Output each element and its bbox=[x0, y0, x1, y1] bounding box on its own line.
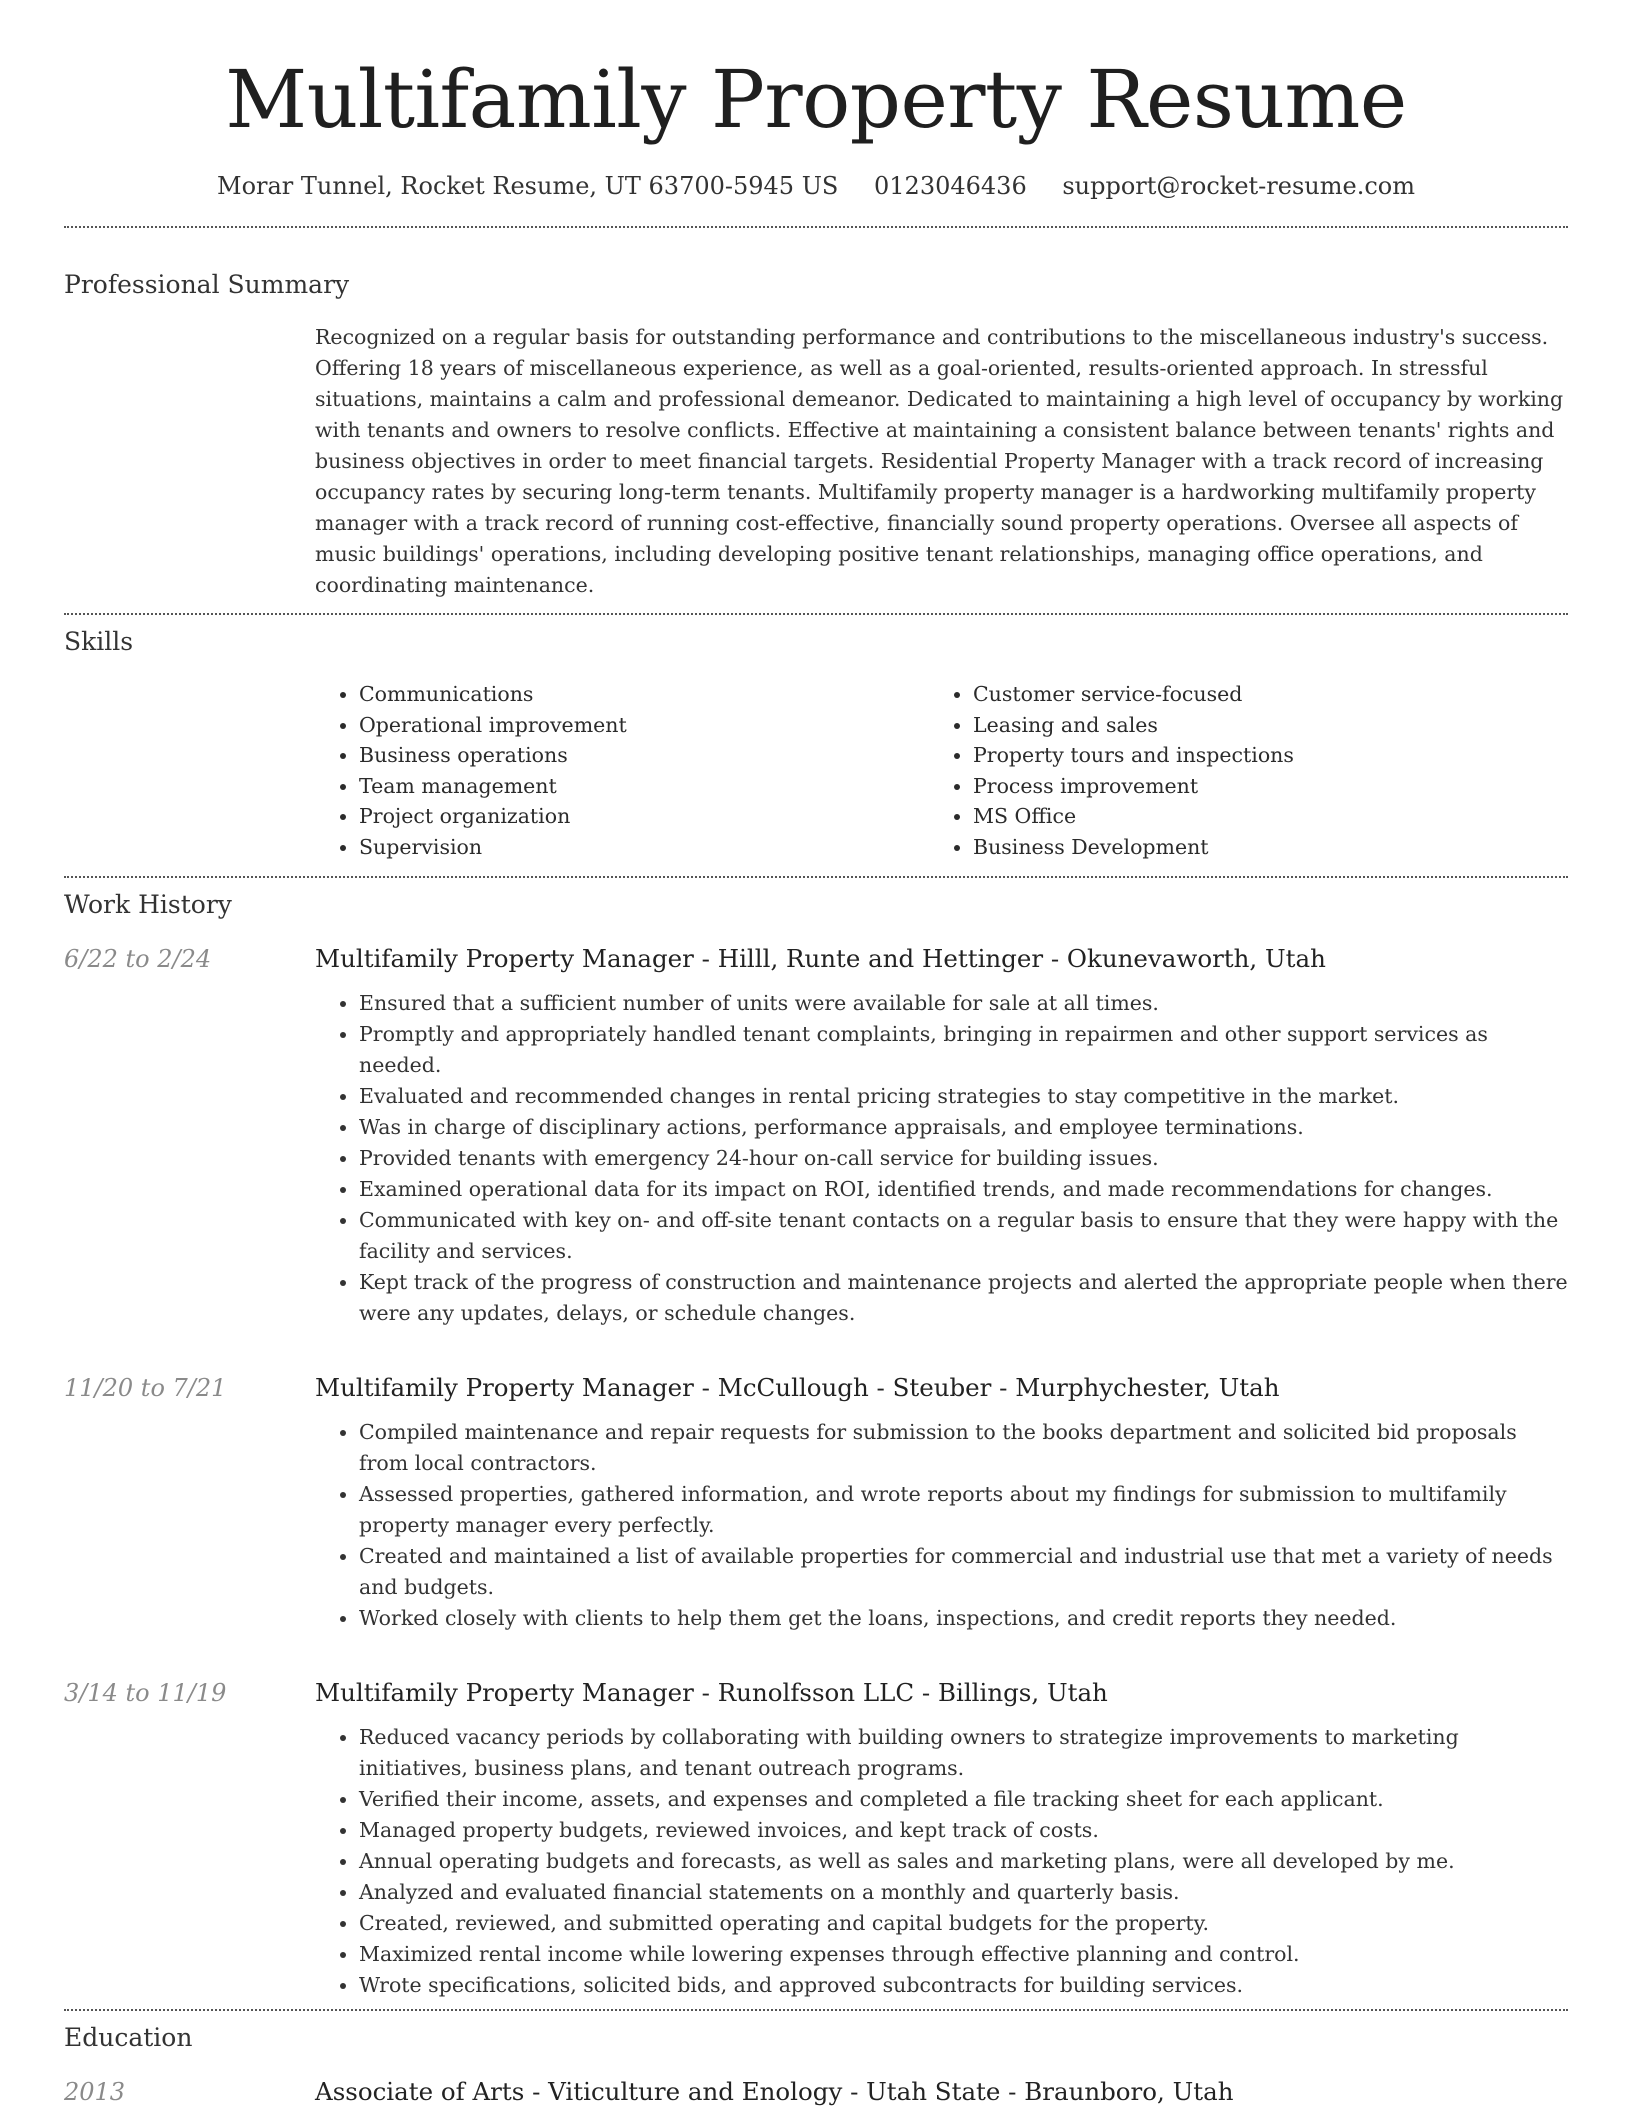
job-bullet: • Kept track of the progress of construction and maintenance projects and alerted the appropriate people when there were any updates, delays, or schedule changes. bbox=[359, 1267, 1568, 1329]
job-bullet: • Evaluated and recommended changes in rental pricing strategies to stay competitive in the market. bbox=[359, 1081, 1568, 1112]
job-bullet: • Managed property budgets, reviewed invoices, and kept track of costs. bbox=[359, 1815, 1568, 1846]
work-section bbox=[64, 878, 1568, 2009]
skill-item: • Operational improvement bbox=[359, 710, 929, 741]
education-section bbox=[64, 2011, 1568, 2121]
job-bullet: • Reduced vacancy periods by collaborating with building owners to strategize improvements to marketing initiatives, business plans, and tenant outreach programs. bbox=[359, 1722, 1568, 1784]
contact-address: Morar Tunnel, Rocket Resume, UT 63700-5945 US bbox=[217, 172, 839, 200]
job-bullet: • Annual operating budgets and forecasts, as well as sales and marketing plans, were all developed by me. bbox=[359, 1846, 1568, 1877]
job-bullet: • Verified their income, assets, and expenses and completed a file tracking sheet for each applicant. bbox=[359, 1784, 1568, 1815]
job-bullets bbox=[315, 988, 1568, 1329]
job-title: Multifamily Property Manager - Runolfsson LLC - Billings, Utah bbox=[315, 1678, 1108, 1707]
job-title: Multifamily Property Manager - McCullough - Steuber - Murphychester, Utah bbox=[315, 1373, 1280, 1402]
education-entry bbox=[64, 2075, 1568, 2121]
skill-item: • Customer service-focused bbox=[973, 679, 1543, 710]
education-heading: Education bbox=[64, 2023, 193, 2052]
skill-item: • Supervision bbox=[359, 832, 929, 863]
education-title: Associate of Arts - Viticulture and Enology - Utah State - Braunboro, Utah bbox=[315, 2077, 1234, 2106]
summary-text: Recognized on a regular basis for outstanding performance and contributions to the miscellaneous industry's success. Offering 18 years of miscellaneous experience, as well as a goal-oriented, results-oriented approach. In stressful situations, maintains a calm and professional demeanor. Dedicated to maintaining a high level of occupancy by working with tenants and owners to resolve conflicts. Effective at maintaining a consistent balance between tenants' rights and business objectives in order to meet financial targets. Residential Property Manager with a track record of increasing occupancy rates by securing long-term tenants. Multifamily property manager is a hardworking multifamily property manager with a track record of running cost-effective, financially sound property operations. Oversee all aspects of music buildings' operations, including developing positive tenant relationships, managing office operations, and coordinating maintenance. bbox=[315, 325, 1564, 597]
skill-item: • Business operations bbox=[359, 740, 929, 771]
skills-list-left bbox=[315, 679, 929, 862]
job-dates: 6/22 to 2/24 bbox=[64, 945, 212, 973]
job-bullet: • Analyzed and evaluated financial statements on a monthly and quarterly basis. bbox=[359, 1877, 1568, 1908]
skill-item: • Business Development bbox=[973, 832, 1543, 863]
job-bullet: • Ensured that a sufficient number of units were available for sale at all times. bbox=[359, 988, 1568, 1019]
job-bullet: • Promptly and appropriately handled tenant complaints, bringing in repairmen and other support services as needed. bbox=[359, 1019, 1568, 1081]
job-bullet: • Communicated with key on- and off-site tenant contacts on a regular basis to ensure that they were happy with the facility and services. bbox=[359, 1205, 1568, 1267]
job-entry bbox=[64, 1676, 1568, 2009]
skills-list-right bbox=[929, 679, 1543, 862]
skill-item: • Team management bbox=[359, 771, 929, 802]
job-entry bbox=[64, 1371, 1568, 1656]
skill-item: • Leasing and sales bbox=[973, 710, 1543, 741]
job-bullet: • Provided tenants with emergency 24-hour on-call service for building issues. bbox=[359, 1143, 1568, 1174]
skill-item: • Process improvement bbox=[973, 771, 1543, 802]
skill-item: • Project organization bbox=[359, 801, 929, 832]
job-dates: 11/20 to 7/21 bbox=[64, 1374, 227, 1402]
skills-section bbox=[64, 615, 1568, 862]
skill-item: • MS Office bbox=[973, 801, 1543, 832]
job-bullet: • Created, reviewed, and submitted operating and capital budgets for the property. bbox=[359, 1908, 1568, 1939]
job-dates: 3/14 to 11/19 bbox=[64, 1679, 227, 1707]
summary-heading: Professional Summary bbox=[64, 270, 350, 299]
resume-page bbox=[64, 0, 1568, 2121]
skill-item: • Communications bbox=[359, 679, 929, 710]
contact-phone: 0123046436 bbox=[874, 172, 1027, 200]
work-heading: Work History bbox=[64, 890, 232, 919]
job-bullet: • Wrote specifications, solicited bids, and approved subcontracts for building services. bbox=[359, 1970, 1568, 2001]
job-title: Multifamily Property Manager - Hilll, Runte and Hettinger - Okunevaworth, Utah bbox=[315, 944, 1326, 973]
job-bullet: • Worked closely with clients to help them get the loans, inspections, and credit reports they needed. bbox=[359, 1603, 1568, 1634]
resume-title: Multifamily Property Resume bbox=[225, 53, 1407, 146]
education-year: 2013 bbox=[64, 2078, 126, 2106]
skill-item: • Property tours and inspections bbox=[973, 740, 1543, 771]
summary-section bbox=[64, 228, 1568, 601]
contact-email: support@rocket-resume.com bbox=[1062, 172, 1415, 200]
job-bullet: • Compiled maintenance and repair requests for submission to the books department and solicited bid proposals from local contractors. bbox=[359, 1417, 1568, 1479]
job-bullet: • Was in charge of disciplinary actions, performance appraisals, and employee terminations. bbox=[359, 1112, 1568, 1143]
skills-heading: Skills bbox=[64, 627, 134, 656]
job-bullet: • Assessed properties, gathered information, and wrote reports about my findings for submission to multifamily property manager every perfectly. bbox=[359, 1479, 1568, 1541]
job-bullet: • Maximized rental income while lowering expenses through effective planning and control. bbox=[359, 1939, 1568, 1970]
job-bullet: • Examined operational data for its impact on ROI, identified trends, and made recommendations for changes. bbox=[359, 1174, 1568, 1205]
job-entry bbox=[64, 942, 1568, 1351]
contact-line bbox=[64, 170, 1568, 202]
job-bullets bbox=[315, 1722, 1568, 2001]
job-bullets bbox=[315, 1417, 1568, 1634]
job-bullet: • Created and maintained a list of available properties for commercial and industrial use that met a variety of needs and budgets. bbox=[359, 1541, 1568, 1603]
